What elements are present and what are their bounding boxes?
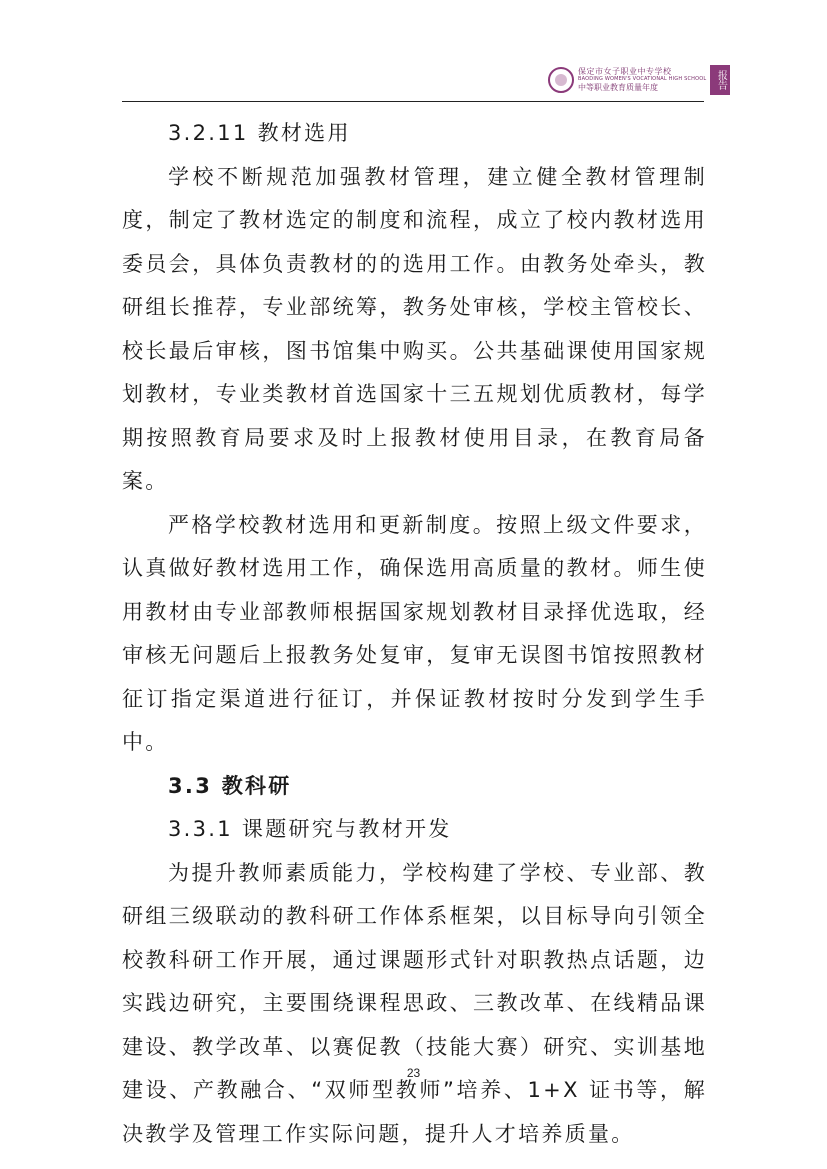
- header-divider: [122, 101, 704, 102]
- section-heading-3-3: 3.3 教科研: [168, 773, 292, 798]
- paragraph-textbook-selection: 严格学校教材选用和更新制度。按照上级文件要求，认真做好教材选用工作，确保选用高质量的教材。师生使用教材由专业部教师根据国家规划教材目录择优选取，经审核无问题后上报教务处复审，复审无误图书馆按照教材征订指定渠道进行征订，并保证教材按时分发到学生手中。: [122, 512, 707, 754]
- section-heading-3-3-1: 3.3.1 课题研究与教材开发: [168, 817, 452, 841]
- page-number: 23: [406, 1066, 421, 1080]
- report-subtitle: 中等职业教育质量年度: [578, 83, 658, 92]
- school-emblem-icon: [548, 67, 574, 93]
- header-text: [578, 68, 706, 92]
- school-name: 保定市女子职业中专学校: [578, 67, 672, 76]
- report-badge: 报告: [710, 65, 730, 95]
- paragraph-textbook-management: 学校不断规范加强教材管理，建立健全教材管理制度，制定了教材选定的制度和流程，成立了校内教材选用委员会，具体负责教材的的选用工作。由教务处牵头，教研组长推荐，专业部统筹，教务处审核，学校主管校长、校长最后审核，图书馆集中购买。公共基础课使用国家规划教材，专业类教材首选国家十三五规划优质教材，每学期按照教育局要求及时上报教材使用目录，在教育局备案。: [122, 164, 707, 493]
- document-body: [122, 112, 707, 1156]
- school-name-en: BAODING WOMEN'S VOCATIONAL HIGH SCHOOL: [578, 76, 707, 82]
- page-header: [548, 60, 727, 100]
- section-heading-3-2-11: 3.2.11 教材选用: [168, 121, 351, 145]
- paragraph-research: 为提升教师素质能力，学校构建了学校、专业部、教研组三级联动的教科研工作体系框架，以目标导向引领全校教科研工作开展，通过课题形式针对职教热点话题，边实践边研究，主要围绕课程思政、三教改革、在线精品课建设、教学改革、以赛促教（技能大赛）研究、实训基地建设、产教融合、“双师型教师”培养、1+X 证书等，解决教学及管理工作实际问题，提升人才培养质量。: [122, 860, 707, 1146]
